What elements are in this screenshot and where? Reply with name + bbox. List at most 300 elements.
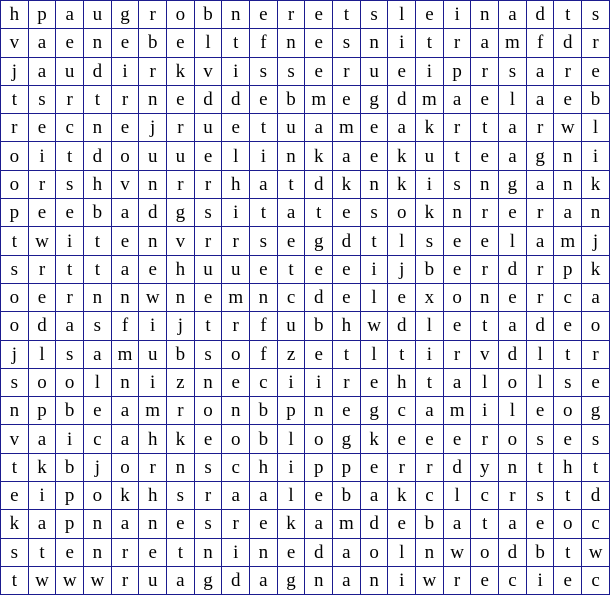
grid-cell[interactable]: b	[416, 255, 444, 283]
grid-cell[interactable]: n	[111, 283, 139, 311]
grid-cell[interactable]: j	[388, 255, 416, 283]
grid-cell[interactable]: a	[222, 482, 250, 510]
grid-cell[interactable]: v	[471, 340, 499, 368]
grid-cell[interactable]: p	[305, 453, 333, 481]
grid-cell[interactable]: o	[1, 283, 29, 311]
grid-cell[interactable]: r	[111, 538, 139, 566]
grid-cell[interactable]: u	[360, 57, 388, 85]
grid-cell[interactable]: e	[139, 255, 167, 283]
grid-cell[interactable]: s	[84, 312, 112, 340]
grid-cell[interactable]: o	[499, 368, 527, 396]
grid-cell[interactable]: s	[28, 85, 56, 113]
grid-cell[interactable]: b	[56, 397, 84, 425]
grid-cell[interactable]: n	[139, 227, 167, 255]
grid-cell[interactable]: b	[582, 85, 610, 113]
grid-cell[interactable]: t	[28, 538, 56, 566]
grid-cell[interactable]: n	[305, 397, 333, 425]
grid-cell[interactable]: t	[333, 340, 361, 368]
grid-cell[interactable]: r	[1, 114, 29, 142]
grid-cell[interactable]: i	[111, 57, 139, 85]
grid-cell[interactable]: e	[360, 142, 388, 170]
grid-cell[interactable]: f	[250, 340, 278, 368]
grid-cell[interactable]: r	[28, 255, 56, 283]
grid-cell[interactable]: a	[305, 510, 333, 538]
grid-cell[interactable]: l	[194, 29, 222, 57]
grid-cell[interactable]: i	[56, 425, 84, 453]
grid-cell[interactable]: t	[84, 255, 112, 283]
grid-cell[interactable]: r	[222, 227, 250, 255]
grid-cell[interactable]: w	[28, 227, 56, 255]
grid-cell[interactable]: g	[499, 170, 527, 198]
grid-cell[interactable]: t	[360, 227, 388, 255]
grid-cell[interactable]: a	[28, 29, 56, 57]
grid-cell[interactable]: u	[167, 142, 195, 170]
grid-cell[interactable]: e	[222, 368, 250, 396]
grid-cell[interactable]: c	[471, 482, 499, 510]
grid-cell[interactable]: r	[443, 340, 471, 368]
grid-cell[interactable]: a	[554, 199, 582, 227]
grid-cell[interactable]: d	[526, 312, 554, 340]
grid-cell[interactable]: b	[416, 510, 444, 538]
grid-cell[interactable]: e	[333, 397, 361, 425]
grid-cell[interactable]: a	[111, 510, 139, 538]
grid-cell[interactable]: e	[111, 114, 139, 142]
grid-cell[interactable]: k	[1, 510, 29, 538]
grid-cell[interactable]: i	[360, 255, 388, 283]
grid-cell[interactable]: e	[139, 538, 167, 566]
grid-cell[interactable]: a	[28, 510, 56, 538]
grid-cell[interactable]: r	[526, 114, 554, 142]
grid-cell[interactable]: r	[111, 566, 139, 594]
grid-cell[interactable]: k	[416, 114, 444, 142]
grid-cell[interactable]: n	[471, 170, 499, 198]
grid-cell[interactable]: f	[111, 312, 139, 340]
grid-cell[interactable]: i	[471, 397, 499, 425]
grid-cell[interactable]: a	[250, 482, 278, 510]
grid-cell[interactable]: e	[250, 510, 278, 538]
grid-cell[interactable]: m	[554, 227, 582, 255]
grid-cell[interactable]: i	[222, 57, 250, 85]
grid-cell[interactable]: d	[333, 227, 361, 255]
grid-cell[interactable]: j	[1, 57, 29, 85]
grid-cell[interactable]: d	[194, 85, 222, 113]
grid-cell[interactable]: r	[388, 453, 416, 481]
grid-cell[interactable]: t	[443, 142, 471, 170]
grid-cell[interactable]: e	[277, 227, 305, 255]
grid-cell[interactable]: u	[194, 114, 222, 142]
grid-cell[interactable]: a	[443, 510, 471, 538]
grid-cell[interactable]: a	[277, 199, 305, 227]
grid-cell[interactable]: e	[194, 425, 222, 453]
grid-cell[interactable]: k	[111, 482, 139, 510]
grid-cell[interactable]: w	[360, 312, 388, 340]
grid-cell[interactable]: e	[388, 283, 416, 311]
grid-cell[interactable]: w	[582, 538, 610, 566]
grid-cell[interactable]: i	[139, 312, 167, 340]
grid-cell[interactable]: n	[167, 453, 195, 481]
grid-cell[interactable]: a	[360, 482, 388, 510]
grid-cell[interactable]: f	[526, 29, 554, 57]
grid-cell[interactable]: r	[333, 368, 361, 396]
grid-cell[interactable]: w	[416, 566, 444, 594]
grid-cell[interactable]: b	[333, 482, 361, 510]
grid-cell[interactable]: g	[333, 425, 361, 453]
grid-cell[interactable]: n	[139, 85, 167, 113]
grid-cell[interactable]: e	[388, 57, 416, 85]
grid-cell[interactable]: n	[194, 538, 222, 566]
grid-cell[interactable]: i	[139, 368, 167, 396]
grid-cell[interactable]: e	[56, 538, 84, 566]
grid-cell[interactable]: n	[139, 170, 167, 198]
grid-cell[interactable]: e	[443, 227, 471, 255]
grid-cell[interactable]: e	[305, 1, 333, 29]
grid-cell[interactable]: a	[526, 85, 554, 113]
grid-cell[interactable]: t	[471, 510, 499, 538]
grid-cell[interactable]: s	[499, 57, 527, 85]
grid-cell[interactable]: e	[250, 1, 278, 29]
grid-cell[interactable]: i	[416, 340, 444, 368]
grid-cell[interactable]: h	[84, 170, 112, 198]
grid-cell[interactable]: n	[360, 566, 388, 594]
grid-cell[interactable]: s	[360, 199, 388, 227]
grid-cell[interactable]: n	[222, 1, 250, 29]
grid-cell[interactable]: d	[222, 566, 250, 594]
grid-cell[interactable]: s	[582, 1, 610, 29]
grid-cell[interactable]: l	[388, 227, 416, 255]
grid-cell[interactable]: u	[222, 255, 250, 283]
grid-cell[interactable]: h	[333, 312, 361, 340]
grid-cell[interactable]: a	[333, 566, 361, 594]
grid-cell[interactable]: s	[1, 538, 29, 566]
grid-cell[interactable]: n	[84, 283, 112, 311]
grid-cell[interactable]: o	[360, 538, 388, 566]
grid-cell[interactable]: o	[471, 538, 499, 566]
grid-cell[interactable]: t	[56, 255, 84, 283]
grid-cell[interactable]: z	[167, 368, 195, 396]
grid-cell[interactable]: e	[167, 85, 195, 113]
grid-cell[interactable]: t	[554, 1, 582, 29]
grid-cell[interactable]: e	[194, 142, 222, 170]
grid-cell[interactable]: s	[194, 510, 222, 538]
grid-cell[interactable]: g	[167, 199, 195, 227]
grid-cell[interactable]: t	[194, 312, 222, 340]
grid-cell[interactable]: e	[360, 114, 388, 142]
grid-cell[interactable]: a	[111, 255, 139, 283]
grid-cell[interactable]: o	[1, 312, 29, 340]
grid-cell[interactable]: n	[111, 368, 139, 396]
grid-cell[interactable]: e	[84, 397, 112, 425]
grid-cell[interactable]: a	[56, 312, 84, 340]
grid-cell[interactable]: g	[526, 142, 554, 170]
grid-cell[interactable]: e	[416, 1, 444, 29]
grid-cell[interactable]: l	[360, 283, 388, 311]
grid-cell[interactable]: s	[526, 425, 554, 453]
grid-cell[interactable]: a	[111, 199, 139, 227]
grid-cell[interactable]: d	[499, 340, 527, 368]
grid-cell[interactable]: o	[194, 397, 222, 425]
grid-cell[interactable]: k	[333, 170, 361, 198]
grid-cell[interactable]: h	[139, 482, 167, 510]
grid-cell[interactable]: r	[139, 57, 167, 85]
grid-cell[interactable]: l	[28, 340, 56, 368]
grid-cell[interactable]: t	[250, 199, 278, 227]
grid-cell[interactable]: u	[277, 114, 305, 142]
grid-cell[interactable]: t	[416, 29, 444, 57]
grid-cell[interactable]: h	[222, 170, 250, 198]
grid-cell[interactable]: t	[554, 340, 582, 368]
grid-cell[interactable]: l	[222, 142, 250, 170]
grid-cell[interactable]: s	[167, 482, 195, 510]
grid-cell[interactable]: r	[443, 566, 471, 594]
grid-cell[interactable]: o	[84, 482, 112, 510]
grid-cell[interactable]: i	[250, 142, 278, 170]
grid-cell[interactable]: m	[416, 85, 444, 113]
grid-cell[interactable]: j	[139, 114, 167, 142]
grid-cell[interactable]: n	[1, 397, 29, 425]
grid-cell[interactable]: r	[554, 57, 582, 85]
grid-cell[interactable]: s	[250, 57, 278, 85]
grid-cell[interactable]: k	[388, 170, 416, 198]
grid-cell[interactable]: r	[139, 453, 167, 481]
grid-cell[interactable]: r	[471, 425, 499, 453]
grid-cell[interactable]: u	[416, 142, 444, 170]
grid-cell[interactable]: b	[84, 199, 112, 227]
grid-cell[interactable]: o	[582, 312, 610, 340]
grid-cell[interactable]: e	[471, 566, 499, 594]
grid-cell[interactable]: i	[526, 566, 554, 594]
grid-cell[interactable]: u	[194, 255, 222, 283]
grid-cell[interactable]: t	[277, 255, 305, 283]
grid-cell[interactable]: s	[277, 57, 305, 85]
grid-cell[interactable]: l	[499, 397, 527, 425]
grid-cell[interactable]: r	[167, 170, 195, 198]
grid-cell[interactable]: b	[167, 340, 195, 368]
grid-cell[interactable]: a	[499, 114, 527, 142]
grid-cell[interactable]: b	[250, 397, 278, 425]
grid-cell[interactable]: a	[250, 170, 278, 198]
grid-cell[interactable]: e	[526, 510, 554, 538]
grid-cell[interactable]: d	[222, 85, 250, 113]
grid-cell[interactable]: e	[388, 510, 416, 538]
grid-cell[interactable]: e	[167, 510, 195, 538]
grid-cell[interactable]: r	[277, 1, 305, 29]
grid-cell[interactable]: n	[250, 283, 278, 311]
grid-cell[interactable]: r	[471, 57, 499, 85]
grid-cell[interactable]: l	[499, 227, 527, 255]
grid-cell[interactable]: o	[1, 142, 29, 170]
grid-cell[interactable]: o	[222, 340, 250, 368]
grid-cell[interactable]: d	[582, 482, 610, 510]
grid-cell[interactable]: e	[582, 368, 610, 396]
grid-cell[interactable]: u	[139, 340, 167, 368]
grid-cell[interactable]: p	[56, 482, 84, 510]
grid-cell[interactable]: p	[554, 255, 582, 283]
grid-cell[interactable]: h	[388, 368, 416, 396]
grid-cell[interactable]: r	[56, 283, 84, 311]
grid-cell[interactable]: r	[526, 255, 554, 283]
grid-cell[interactable]: i	[388, 29, 416, 57]
grid-cell[interactable]: r	[582, 340, 610, 368]
grid-cell[interactable]: n	[139, 510, 167, 538]
grid-cell[interactable]: t	[582, 453, 610, 481]
grid-cell[interactable]: h	[250, 453, 278, 481]
grid-cell[interactable]: v	[111, 170, 139, 198]
grid-cell[interactable]: s	[443, 170, 471, 198]
grid-cell[interactable]: v	[1, 425, 29, 453]
grid-cell[interactable]: l	[277, 482, 305, 510]
grid-cell[interactable]: k	[167, 57, 195, 85]
grid-cell[interactable]: d	[526, 1, 554, 29]
grid-cell[interactable]: n	[84, 114, 112, 142]
grid-cell[interactable]: s	[250, 227, 278, 255]
grid-cell[interactable]: a	[526, 227, 554, 255]
grid-cell[interactable]: a	[471, 29, 499, 57]
grid-cell[interactable]: d	[305, 283, 333, 311]
grid-cell[interactable]: c	[56, 114, 84, 142]
grid-cell[interactable]: a	[416, 397, 444, 425]
grid-cell[interactable]: e	[28, 114, 56, 142]
grid-cell[interactable]: t	[250, 114, 278, 142]
grid-cell[interactable]: n	[194, 368, 222, 396]
grid-cell[interactable]: r	[443, 29, 471, 57]
grid-cell[interactable]: i	[222, 199, 250, 227]
grid-cell[interactable]: a	[111, 425, 139, 453]
grid-cell[interactable]: o	[111, 453, 139, 481]
grid-cell[interactable]: t	[167, 538, 195, 566]
grid-cell[interactable]: t	[554, 482, 582, 510]
grid-cell[interactable]: n	[305, 566, 333, 594]
grid-cell[interactable]: w	[443, 538, 471, 566]
grid-cell[interactable]: o	[443, 283, 471, 311]
grid-cell[interactable]: d	[84, 57, 112, 85]
grid-cell[interactable]: k	[28, 453, 56, 481]
grid-cell[interactable]: e	[554, 566, 582, 594]
grid-cell[interactable]: t	[333, 1, 361, 29]
grid-cell[interactable]: k	[277, 510, 305, 538]
grid-cell[interactable]: z	[277, 340, 305, 368]
grid-cell[interactable]: a	[499, 1, 527, 29]
grid-cell[interactable]: n	[277, 142, 305, 170]
grid-cell[interactable]: i	[277, 368, 305, 396]
grid-cell[interactable]: a	[250, 566, 278, 594]
grid-cell[interactable]: l	[471, 368, 499, 396]
grid-cell[interactable]: e	[194, 283, 222, 311]
grid-cell[interactable]: o	[554, 397, 582, 425]
grid-cell[interactable]: r	[111, 85, 139, 113]
grid-cell[interactable]: s	[582, 425, 610, 453]
grid-cell[interactable]: t	[1, 227, 29, 255]
grid-cell[interactable]: p	[1, 199, 29, 227]
grid-cell[interactable]: e	[443, 255, 471, 283]
grid-cell[interactable]: p	[277, 397, 305, 425]
grid-cell[interactable]: g	[582, 397, 610, 425]
grid-cell[interactable]: t	[471, 312, 499, 340]
grid-cell[interactable]: o	[305, 425, 333, 453]
grid-cell[interactable]: c	[388, 397, 416, 425]
grid-cell[interactable]: p	[443, 57, 471, 85]
grid-cell[interactable]: e	[360, 368, 388, 396]
grid-cell[interactable]: e	[360, 453, 388, 481]
grid-cell[interactable]: p	[56, 510, 84, 538]
grid-cell[interactable]: c	[84, 425, 112, 453]
grid-cell[interactable]: d	[84, 142, 112, 170]
grid-cell[interactable]: i	[416, 57, 444, 85]
grid-cell[interactable]: e	[111, 29, 139, 57]
grid-cell[interactable]: e	[499, 283, 527, 311]
grid-cell[interactable]: s	[56, 170, 84, 198]
grid-cell[interactable]: a	[28, 57, 56, 85]
grid-cell[interactable]: d	[139, 199, 167, 227]
grid-cell[interactable]: e	[554, 425, 582, 453]
grid-cell[interactable]: o	[28, 368, 56, 396]
grid-cell[interactable]: c	[277, 283, 305, 311]
grid-cell[interactable]: r	[139, 1, 167, 29]
grid-cell[interactable]: k	[388, 482, 416, 510]
grid-cell[interactable]: a	[582, 283, 610, 311]
grid-cell[interactable]: r	[526, 199, 554, 227]
grid-cell[interactable]: i	[28, 482, 56, 510]
grid-cell[interactable]: f	[250, 312, 278, 340]
grid-cell[interactable]: o	[167, 1, 195, 29]
grid-cell[interactable]: k	[388, 142, 416, 170]
grid-cell[interactable]: n	[471, 283, 499, 311]
grid-cell[interactable]: k	[167, 425, 195, 453]
grid-cell[interactable]: j	[84, 453, 112, 481]
grid-cell[interactable]: d	[443, 453, 471, 481]
grid-cell[interactable]: a	[56, 1, 84, 29]
grid-cell[interactable]: e	[167, 29, 195, 57]
grid-cell[interactable]: k	[582, 255, 610, 283]
grid-cell[interactable]: l	[526, 368, 554, 396]
grid-cell[interactable]: e	[305, 29, 333, 57]
grid-cell[interactable]: c	[554, 283, 582, 311]
grid-cell[interactable]: a	[443, 85, 471, 113]
grid-cell[interactable]: i	[222, 538, 250, 566]
grid-cell[interactable]: e	[305, 482, 333, 510]
grid-cell[interactable]: b	[305, 312, 333, 340]
grid-cell[interactable]: n	[416, 538, 444, 566]
grid-cell[interactable]: r	[167, 114, 195, 142]
grid-cell[interactable]: k	[582, 170, 610, 198]
grid-cell[interactable]: d	[499, 538, 527, 566]
grid-cell[interactable]: t	[84, 85, 112, 113]
grid-cell[interactable]: o	[388, 199, 416, 227]
grid-cell[interactable]: e	[56, 29, 84, 57]
grid-cell[interactable]: s	[333, 29, 361, 57]
grid-cell[interactable]: k	[416, 199, 444, 227]
grid-cell[interactable]: b	[139, 29, 167, 57]
grid-cell[interactable]: d	[388, 85, 416, 113]
grid-cell[interactable]: r	[222, 312, 250, 340]
grid-cell[interactable]: e	[277, 538, 305, 566]
grid-cell[interactable]: u	[84, 1, 112, 29]
grid-cell[interactable]: w	[554, 114, 582, 142]
grid-cell[interactable]: a	[167, 566, 195, 594]
grid-cell[interactable]: n	[499, 453, 527, 481]
grid-cell[interactable]: i	[443, 1, 471, 29]
grid-cell[interactable]: i	[305, 368, 333, 396]
grid-cell[interactable]: c	[416, 482, 444, 510]
grid-cell[interactable]: u	[139, 566, 167, 594]
grid-cell[interactable]: e	[28, 199, 56, 227]
grid-cell[interactable]: m	[333, 114, 361, 142]
grid-cell[interactable]: l	[388, 538, 416, 566]
grid-cell[interactable]: e	[222, 114, 250, 142]
grid-cell[interactable]: h	[167, 255, 195, 283]
grid-cell[interactable]: l	[443, 482, 471, 510]
grid-cell[interactable]: t	[1, 566, 29, 594]
grid-cell[interactable]: i	[28, 142, 56, 170]
